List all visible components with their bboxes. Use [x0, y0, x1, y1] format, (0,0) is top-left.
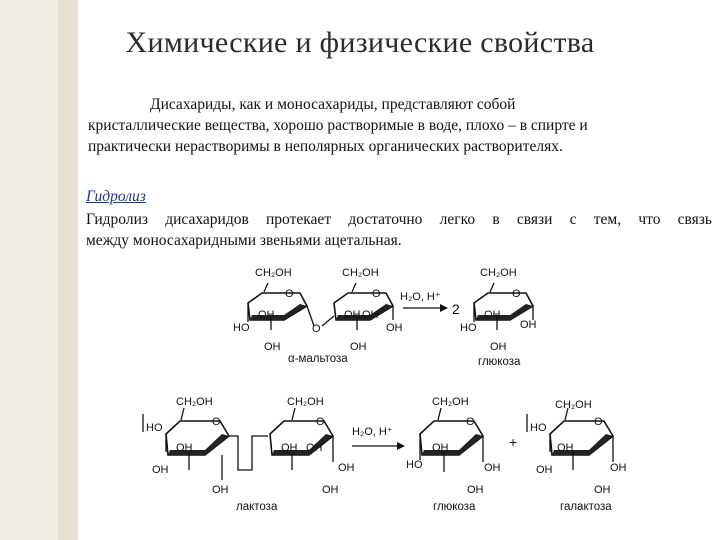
lactose-label: лактоза: [236, 501, 278, 513]
oh-label: OH: [306, 442, 323, 454]
lactose-ring-2: [270, 396, 355, 496]
maltose-ring-1: [233, 267, 314, 353]
oh-label: OH: [322, 484, 339, 496]
ho-label: HO: [530, 422, 547, 434]
ch2oh-label: CH₂OH: [432, 396, 469, 408]
glucose-product-ring: [460, 267, 537, 353]
maltose-reaction-arrow: [400, 291, 448, 312]
maltose-reaction: [233, 267, 537, 368]
oh-label: OH: [281, 442, 298, 454]
ring-oxygen-label: O: [512, 288, 521, 300]
ch2oh-label: CH₂OH: [480, 267, 517, 279]
intro-line-2: кристаллические вещества, хорошо растворимые в воде, плохо – в спирте и: [88, 117, 588, 134]
reagent-label: H₂O, H⁺: [400, 291, 441, 303]
ch2oh-label: CH₂OH: [342, 267, 379, 279]
maltose-label: α-мальтоза: [288, 353, 348, 365]
oh-label: OH: [610, 462, 627, 474]
lactose-ring-1: [143, 396, 229, 496]
oh-label: OH: [338, 462, 355, 474]
oh-label: OH: [432, 442, 449, 454]
galactose-product-ring: [527, 399, 627, 496]
ch2oh-label: CH₂OH: [555, 399, 592, 411]
oh-label: OH: [176, 442, 193, 454]
ch2oh-label: CH₂OH: [255, 267, 292, 279]
oh-label: OH: [350, 341, 367, 353]
glucose-label: глюкоза: [478, 356, 521, 368]
oh-label: OH: [467, 484, 484, 496]
plus-sign: +: [509, 434, 518, 450]
glycosidic-link: [229, 436, 268, 470]
ch2oh-label: CH₂OH: [287, 396, 324, 408]
oh-label: OH: [484, 309, 501, 321]
ring-oxygen-label: O: [316, 416, 325, 428]
oh-label: OH: [258, 309, 275, 321]
ch2oh-label: CH₂OH: [176, 396, 213, 408]
slide-title: Химические и физические свойства: [125, 26, 595, 59]
ring-oxygen-label: O: [594, 416, 603, 428]
maltose-ring-2: [334, 267, 403, 353]
oh-label: OH: [536, 464, 553, 476]
lactose-reaction: [143, 396, 627, 513]
glucose-product-ring-2: [406, 396, 501, 496]
oh-label: OH: [594, 484, 611, 496]
oh-label: OH: [362, 309, 379, 321]
oh-label: OH: [557, 442, 574, 454]
galactose-label: галактоза: [560, 501, 612, 513]
oh-label: OH: [484, 462, 501, 474]
ho-label: HO: [460, 322, 477, 334]
ho-label: HO: [233, 322, 250, 334]
reagent-label: H₂O, H⁺: [352, 426, 393, 438]
intro-line-3: практически нерастворимы в неполярных органических растворителях.: [88, 138, 563, 155]
ring-oxygen-label: O: [285, 288, 294, 300]
coefficient-label: 2: [452, 301, 460, 317]
oh-label: OH: [152, 464, 169, 476]
lactose-reaction-arrow: [352, 426, 405, 450]
oh-label: OH: [520, 319, 537, 331]
oh-label: OH: [490, 341, 507, 353]
glucose-label: глюкоза: [433, 501, 476, 513]
oh-label: OH: [212, 484, 229, 496]
oh-label: OH: [264, 341, 281, 353]
hydrolysis-line-2: между моносахаридными звеньями ацетальная.: [86, 232, 402, 249]
glycosidic-oxygen-label: O: [312, 323, 321, 335]
hydrolysis-line-1: Гидролиз дисахаридов протекает достаточно легко в связи с тем, что связь: [86, 211, 712, 228]
hydrolysis-link[interactable]: Гидролиз: [86, 188, 146, 205]
ring-oxygen-label: O: [372, 288, 381, 300]
ho-label: HO: [406, 459, 423, 471]
oh-label: OH: [386, 322, 403, 334]
ring-oxygen-label: O: [466, 416, 475, 428]
ho-label: HO: [146, 422, 163, 434]
oh-label: OH: [344, 309, 361, 321]
intro-line-1: Дисахариды, как и моносахариды, представляют собой: [150, 96, 516, 113]
ring-oxygen-label: O: [212, 416, 221, 428]
